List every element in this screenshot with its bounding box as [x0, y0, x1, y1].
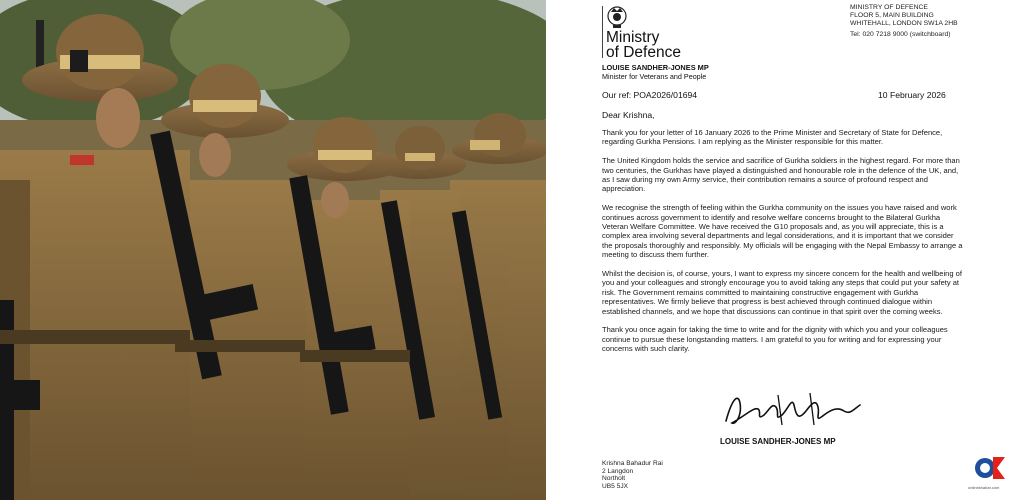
- address-line: MINISTRY OF DEFENCE: [850, 4, 928, 11]
- salutation: Dear Krishna,: [602, 110, 655, 120]
- paragraph: The United Kingdom holds the service and sacrifice of Gurkha soldiers in the highest regard. For more than two centuries, the Gurkhas have played a distinguished and honourable role in the defence of the UK, and, as I saw during my own Army service, their contribution remains a source of profound respect and appreciation.: [602, 156, 960, 194]
- org-name-line1: Ministry: [606, 29, 660, 46]
- recipient-line: UB5 5JX: [602, 482, 629, 490]
- telephone: Tel: 020 7218 9000 (switchboard): [850, 31, 951, 38]
- onlinekhabar-logo-icon: [973, 451, 1007, 485]
- paragraph: Thank you for your letter of 16 January 2026 to the Prime Minister and Secretary of State for Defence, regarding Gurkha Pensions. I am replying as the Minister responsible for this matter.: [602, 128, 943, 147]
- letter-body: [602, 128, 966, 363]
- recipient-line: 2 Langdon: [602, 467, 634, 475]
- handwritten-signature: [718, 385, 868, 433]
- minister-name: LOUISE SANDHER-JONES MP: [602, 63, 709, 72]
- org-name: [606, 30, 746, 60]
- org-divider: [602, 6, 603, 58]
- royal-crest-icon: [606, 5, 628, 29]
- address-line: WHITEHALL, LONDON SW1A 2HB: [850, 20, 958, 28]
- paragraph: Thank you once again for taking the time to write and for the dignity with which you and your colleagues continue to pursue these longstanding matters. I am grateful to you for writing and for expressing your concerns with such clarity.: [602, 325, 948, 354]
- mod-letter: [548, 0, 1024, 500]
- recipient-line: Krishna Bahadur Rai: [602, 460, 663, 467]
- letter-date: 10 February 2026: [878, 90, 946, 100]
- signatory-name: LOUISE SANDHER-JONES MP: [720, 437, 836, 446]
- paragraph: We recognise the strength of feeling within the Gurkha community on the issues you have raised and work continues across government to identify and resolve welfare concerns brought to the Bilateral Gurkha Veteran Welfare Committee. We have received the G10 proposals and, as you will appreciate, this is a complex area involving several departments and legal considerations, and it is important that we consider the proposals thoroughly and responsibly. My officials will be engaging with the Nepal Embassy to arrange a meeting to discuss them further.: [602, 203, 963, 260]
- address-line: FLOOR 5, MAIN BUILDING: [850, 12, 934, 20]
- org-name-line2: of Defence: [606, 44, 681, 61]
- office-address: [850, 4, 1020, 29]
- paragraph: Whilst the decision is, of course, yours, I want to express my sincere concern for the health and wellbeing of you and your colleagues and strongly encourage you to avoid taking any steps that could put your safety at risk. The Government remains committed to maintaining constructive engagement with Gurkha representatives. We firmly believe that progress is best achieved through continued dialogue within established channels, and we hope that discussions can continue in that spirit over the coming weeks.: [602, 269, 962, 316]
- recipient-address: [602, 460, 663, 490]
- minister-title: Minister for Veterans and People: [602, 72, 707, 81]
- recipient-line: Northolt: [602, 475, 626, 483]
- badge-caption: onlinekhabar.com: [968, 485, 1000, 490]
- our-reference: Our ref: POA2026/01694: [602, 90, 698, 100]
